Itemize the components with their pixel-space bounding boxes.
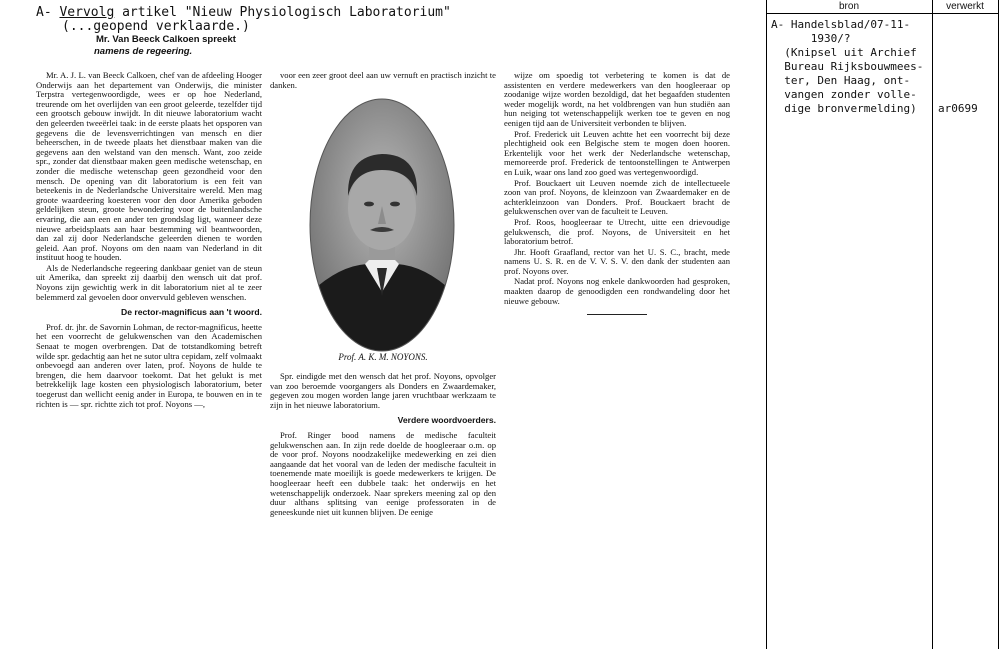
verwerkt-cell: ar0699 <box>938 102 978 115</box>
paragraph: Nadat prof. Noyons nog enkele dankwoorden had gesproken, maakten daarop de genoodigden een rondwandeling door het nieuwe gebouw. <box>504 276 730 306</box>
article-column-1 <box>36 71 262 410</box>
paragraph: Prof. Ringer bood namens de medische faculteit gelukwenschen aan. In zijn rede doelde de hoogleeraar o.m. op de voor prof. Noyons noodzakelijke medewerking en zei dien aangaande dat het vooral van de leden der medische faculteit in toenemende mate moeilijk is goede medewerkers te krijgen. De hoogleeraar heeft een dubbele taak: het onderwijs en het wetenschappelijk onderzoek. Naar sprekers meening zal op den duur althans splitsing van eenige professoraten in de geneeskunde niet uit kunnen blijven. De eenige <box>270 429 496 517</box>
bron-line: A- Handelsblad/07-11- <box>771 18 911 31</box>
paragraph: Als de Nederlandsche regeering dankbaar geniet van de steun uit Amerika, dan spreekt zij daarbij den wensch uit dat prof. Noyons zijn gewichtig werk in dit laboratorium niet al te zeer belemmerd zal gevoelen door onvervuld gebleven wenschen. <box>36 262 262 302</box>
paragraph: Spr. eindigde met den wensch dat het prof. Noyons, opvolger van zoo beroemde voorgangers als Donders en Zwaardemaker, gegeven zou mogen worden lange jaren vruchtbaar werkzaam te zijn in het nieuwe laboratorium. <box>270 371 496 410</box>
article-column-3 <box>504 71 730 315</box>
end-rule <box>587 314 647 315</box>
paragraph: voor een zeer groot deel aan uw vernuft en practisch inzicht te danken. <box>270 70 496 90</box>
heading-title <box>36 6 496 20</box>
table-border-right <box>998 0 999 649</box>
table-header-divider <box>766 13 999 14</box>
bron-line: (Knipsel uit Archief <box>771 46 917 59</box>
paragraph: Prof. dr. jhr. de Savornin Lohman, de rector-magnificus, heette het een voorrecht de gelukwenschen van den Academischen Senaat te mogen overbrengen. Dat de totstandkoming betreft wilde spr. gedachtig aan het ne sutor ultra cepidam, zelf volmaakt onbevoegd aan anderen over laten, prof. Noyons de hulde te brengen, die hem daarvoor toekomt. Dat het gelukt is met betrekkelijk lage kosten een physiologisch laboratorium, beter toegerust dan wellicht eenig ander in Europa, te bouwen en in te richten is — spr. richtte zich tot prof. Noyons —, <box>36 321 262 409</box>
article-column-2 <box>270 71 496 91</box>
bron-line: dige bronvermelding) <box>771 102 917 115</box>
paragraph: Mr. A. J. L. van Beeck Calkoen, chef van de afdeeling Hooger Onderwijs aan het departement van Onderwijs, die minister Terpstra vertegenwoordigde, wees er op hoe Nederland, treurende om het overlijden van een groot geleerde, tezelfder tijd een grootsch gebouw inwijdt. In dit nieuwe laboratorium wacht den geleerden tweeërlei taak: in de eerste plaats het opsporen van gegevens die de levensverrichtingen van mensch en dier beheerschen, in de tweede plaats het dienstbaar maken van die gegevens aan den welstand van den mensch. Want, zoo zeide spr., zonder dat dienstbaar maken geen medische wetenschap, en zonder die medische wetenschap geen gezondheid voor den mensch. De opening van dit laboratorium is een feit van beteekenis in de Nederlandsche Universitaire wereld. Men mag groote waardeering koesteren voor den door Amerika geboden geldelijken steun, groote bewondering voor de buitenlandsche ervaring, die aan een en ander ten grondslag ligt, wanneer deze nieuwe arbeidsplaats aan haar bestemming wil beantwoorden, dan zal zij door Nederlandsche geleerden dienen te worden geleid. Aan prof. Noyons om den naam van Nederland in dit instituut hoog te houden. <box>36 70 262 263</box>
heading-sub2: namens de regeering. <box>94 46 193 57</box>
heading-title-rest: artikel "Nieuw Physiologisch Laboratorium" <box>114 5 451 20</box>
article-heading <box>36 6 496 58</box>
paragraph: wijze om spoedig tot verbetering te komen is dat de assistenten en verdere medewerkers van den hoogleeraar op zoodanige wijze worden bezoldigd, dat het begaafden studenten weder mogelijk wordt, na het voldbrengen van hun studiën aan hun neiging tot wetenschappelijk werken toe te geven en nog eenigen tijd aan de Universiteit verbonden te blijven. <box>504 70 730 128</box>
paragraph: Jhr. Hooft Graafland, rector van het U. S. C., bracht, mede namens U. S. R. en de V. V. S. V. den dank der studenten aan prof. Noyons over. <box>504 246 730 276</box>
paragraph: Prof. Frederick uit Leuven achtte het een voorrecht bij deze plechtigheid ook een Belgische stem te mogen doen hooren. Erkentelijk voor het werk der Nederlandsche wetenschap, memoreerde prof. Frederick de tentoonstellingen te Antwerpen en Luik, waar ons land zoo goed was vertegenwoordigd. <box>504 128 730 177</box>
heading-underlined-word: Vervolg <box>59 5 115 20</box>
article-column-2-continued <box>270 372 496 518</box>
section-heading: De rector-magnificus aan 't woord. <box>121 307 262 318</box>
heading-sub1: Mr. Van Beeck Calkoen spreekt <box>96 34 236 45</box>
paragraph: Prof. Roos, hoogleeraar te Utrecht, uitte een drievoudige gelukwensch, die prof. Noyons, de Universiteit en het laboratorium betrof. <box>504 216 730 247</box>
heading-prefix: A- <box>36 5 52 20</box>
bron-line: 1930/? <box>771 32 851 45</box>
heading-line2: (...geopend verklaarde.) <box>62 19 250 34</box>
bron-line: ter, Den Haag, ont- <box>771 74 911 87</box>
bron-line: vangen zonder volle- <box>771 88 917 101</box>
portrait-photo <box>307 96 457 354</box>
table-border-left <box>766 0 767 649</box>
paragraph: Prof. Bouckaert uit Leuven noemde zich de intellectueele zoon van prof. Noyons, de kleinzoon van Zwaardemaker en de achterkleinzoon van Donders. Prof. Bouckaert bracht de gelukwenschen over van de faculteit te Leuven. <box>504 177 730 217</box>
table-header-verwerkt: verwerkt <box>946 1 984 12</box>
bron-cell <box>771 18 931 116</box>
section-heading: Verdere woordvoerders. <box>397 415 496 426</box>
bron-line: Bureau Rijksbouwmees- <box>771 60 924 73</box>
portrait-caption: Prof. A. K. M. NOYONS. <box>338 352 428 362</box>
table-border-middle <box>932 0 933 649</box>
table-header-bron: bron <box>838 1 859 12</box>
